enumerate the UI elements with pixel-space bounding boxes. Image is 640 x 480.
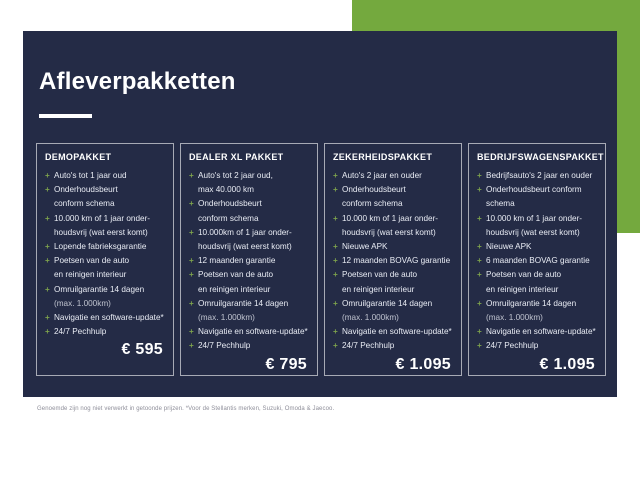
feature-line: (max. 1.000km): [486, 313, 543, 323]
feature-item: [189, 297, 309, 325]
feature-line: 24/7 Pechhulp: [342, 341, 395, 351]
plus-bullet-icon: +: [45, 171, 50, 180]
plus-bullet-icon: +: [333, 270, 338, 280]
feature-line: Lopende fabrieksgarantie: [54, 242, 147, 252]
feature-item: [333, 297, 453, 325]
feature-lines: [54, 325, 165, 339]
plus-bullet-icon: +: [477, 213, 482, 223]
plus-bullet-icon: +: [189, 256, 194, 266]
feature-line: Bedrijfsauto's 2 jaar en ouder: [486, 171, 593, 180]
feature-lines: [486, 240, 597, 254]
plus-bullet-icon: +: [189, 199, 194, 209]
plus-bullet-icon: +: [45, 213, 50, 223]
feature-lines: [54, 311, 165, 325]
feature-line: Auto's 2 jaar en ouder: [342, 171, 422, 180]
plus-bullet-icon: +: [333, 327, 338, 337]
feature-line: houdsvrij (wat eerst komt): [486, 227, 580, 237]
plus-bullet-icon: +: [333, 242, 338, 252]
feature-lines: [486, 254, 597, 268]
feature-lines: [342, 183, 453, 211]
feature-line: conform schema: [54, 199, 115, 209]
feature-line: Omruilgarantie 14 dagen: [198, 298, 289, 308]
plus-bullet-icon: +: [333, 213, 338, 223]
feature-item: [477, 254, 597, 268]
feature-line: en reinigen interieur: [342, 284, 415, 294]
feature-item: [333, 212, 453, 240]
plus-bullet-icon: +: [45, 313, 50, 323]
feature-line: 24/7 Pechhulp: [54, 327, 107, 337]
package-card: [324, 143, 462, 376]
feature-line: Omruilgarantie 14 dagen: [486, 298, 577, 308]
feature-item: [189, 197, 309, 225]
feature-item: [189, 254, 309, 268]
feature-line: houdsvrij (wat eerst komt): [342, 227, 436, 237]
feature-item: [477, 169, 597, 183]
feature-line: 10.000km of 1 jaar onder-: [198, 227, 292, 237]
feature-lines: [342, 339, 453, 353]
feature-line: Omruilgarantie 14 dagen: [342, 298, 433, 308]
package-title: DEALER XL PAKKET: [189, 152, 284, 162]
feature-line: en reinigen interieur: [54, 270, 127, 280]
plus-bullet-icon: +: [45, 185, 50, 195]
package-price: € 1.095: [539, 355, 595, 373]
feature-line: Poetsen van de auto: [486, 270, 562, 280]
feature-line: Navigatie en software-update*: [342, 327, 452, 337]
feature-item: [189, 339, 309, 353]
plus-bullet-icon: +: [45, 284, 50, 294]
plus-bullet-icon: +: [45, 242, 50, 252]
package-title: DEMOPAKKET: [45, 152, 112, 162]
feature-line: en reinigen interieur: [198, 284, 271, 294]
feature-lines: [486, 297, 597, 325]
plus-bullet-icon: +: [189, 171, 194, 180]
package-price: € 1.095: [395, 355, 451, 373]
feature-line: (max. 1.000km): [342, 313, 399, 323]
feature-item: [45, 212, 165, 240]
feature-lines: [342, 268, 453, 296]
feature-line: Nieuwe APK: [342, 242, 388, 252]
page-title: Afleverpakketten: [39, 68, 236, 95]
feature-line: 24/7 Pechhulp: [486, 341, 539, 351]
feature-lines: [342, 254, 453, 268]
package-title: ZEKERHEIDSPAKKET: [333, 152, 433, 162]
plus-bullet-icon: +: [333, 298, 338, 308]
feature-line: (max. 1.000km): [54, 298, 111, 308]
feature-lines: [54, 283, 165, 311]
feature-item: [333, 339, 453, 353]
feature-item: [477, 325, 597, 339]
plus-bullet-icon: +: [477, 185, 482, 195]
feature-line: (max. 1.000km): [198, 313, 255, 323]
feature-item: [477, 212, 597, 240]
feature-lines: [198, 339, 309, 353]
plus-bullet-icon: +: [477, 256, 482, 266]
plus-bullet-icon: +: [45, 256, 50, 266]
footnote-text: Genoemde zijn nog niet verwerkt in getoonde prijzen. *Voor de Stellantis merken, Suzuki, Omoda & Jaecoo.: [37, 406, 335, 412]
feature-line: houdsvrij (wat eerst komt): [198, 242, 292, 252]
feature-lines: [54, 240, 165, 254]
plus-bullet-icon: +: [477, 242, 482, 252]
plus-bullet-icon: +: [189, 341, 194, 351]
title-underline: [39, 114, 92, 118]
plus-bullet-icon: +: [477, 171, 482, 180]
feature-item: [477, 183, 597, 211]
feature-line: max 40.000 km: [198, 185, 254, 195]
feature-item: [477, 240, 597, 254]
feature-line: schema: [486, 199, 515, 209]
feature-line: 10.000 km of 1 jaar onder-: [486, 213, 583, 223]
feature-lines: [54, 169, 165, 183]
feature-item: [45, 325, 165, 339]
feature-lines: [198, 268, 309, 296]
plus-bullet-icon: +: [333, 185, 338, 195]
plus-bullet-icon: +: [477, 327, 482, 337]
feature-lines: [486, 169, 597, 183]
feature-lines: [198, 169, 309, 197]
feature-line: Auto's tot 2 jaar oud,: [198, 171, 273, 180]
feature-item: [189, 268, 309, 296]
feature-item: [45, 254, 165, 282]
feature-lines: [486, 212, 597, 240]
plus-bullet-icon: +: [477, 270, 482, 280]
feature-item: [333, 183, 453, 211]
plus-bullet-icon: +: [333, 171, 338, 180]
plus-bullet-icon: +: [477, 298, 482, 308]
feature-lines: [486, 339, 597, 353]
package-card: [180, 143, 318, 376]
feature-line: en reinigen interieur: [486, 284, 559, 294]
feature-line: Onderhoudsbeurt conform: [486, 185, 582, 195]
plus-bullet-icon: +: [333, 256, 338, 266]
plus-bullet-icon: +: [189, 227, 194, 237]
feature-line: Poetsen van de auto: [54, 256, 130, 266]
feature-item: [333, 268, 453, 296]
feature-lines: [486, 325, 597, 339]
feature-line: conform schema: [342, 199, 403, 209]
feature-lines: [198, 226, 309, 254]
feature-item: [189, 226, 309, 254]
package-title: BEDRIJFSWAGENSPAKKET: [477, 152, 604, 162]
feature-line: Onderhoudsbeurt: [198, 199, 262, 209]
feature-line: Navigatie en software-update*: [198, 327, 308, 337]
feature-item: [45, 283, 165, 311]
feature-item: [333, 169, 453, 183]
feature-item: [45, 311, 165, 325]
feature-item: [189, 325, 309, 339]
feature-lines: [198, 197, 309, 225]
feature-line: Navigatie en software-update*: [54, 313, 164, 323]
plus-bullet-icon: +: [477, 341, 482, 351]
feature-item: [45, 183, 165, 211]
feature-line: 12 maanden garantie: [198, 256, 276, 266]
plus-bullet-icon: +: [189, 298, 194, 308]
feature-lines: [486, 183, 597, 211]
feature-line: 12 maanden BOVAG garantie: [342, 256, 451, 266]
feature-lines: [342, 169, 453, 183]
feature-lines: [54, 254, 165, 282]
feature-lines: [54, 183, 165, 211]
feature-item: [477, 297, 597, 325]
feature-item: [333, 254, 453, 268]
feature-line: Onderhoudsbeurt: [342, 185, 406, 195]
feature-item: [477, 339, 597, 353]
feature-line: 6 maanden BOVAG garantie: [486, 256, 590, 266]
package-card: [468, 143, 606, 376]
feature-item: [477, 268, 597, 296]
feature-lines: [342, 325, 453, 339]
plus-bullet-icon: +: [189, 327, 194, 337]
package-card: [36, 143, 174, 376]
plus-bullet-icon: +: [333, 341, 338, 351]
feature-line: Omruilgarantie 14 dagen: [54, 284, 145, 294]
feature-line: Poetsen van de auto: [198, 270, 274, 280]
feature-line: 10.000 km of 1 jaar onder-: [54, 213, 151, 223]
feature-line: Poetsen van de auto: [342, 270, 418, 280]
plus-bullet-icon: +: [189, 270, 194, 280]
plus-bullet-icon: +: [45, 327, 50, 337]
feature-item: [189, 169, 309, 197]
feature-lines: [342, 240, 453, 254]
package-cards-row: [36, 143, 606, 376]
feature-lines: [198, 297, 309, 325]
feature-line: Onderhoudsbeurt: [54, 185, 118, 195]
slide-panel: [23, 31, 617, 397]
feature-lines: [54, 212, 165, 240]
feature-item: [333, 240, 453, 254]
feature-line: Nieuwe APK: [486, 242, 532, 252]
package-price: € 595: [121, 341, 163, 359]
feature-lines: [486, 268, 597, 296]
feature-line: 10.000 km of 1 jaar onder-: [342, 213, 439, 223]
feature-item: [45, 169, 165, 183]
feature-lines: [342, 297, 453, 325]
feature-line: houdsvrij (wat eerst komt): [54, 227, 148, 237]
feature-line: Auto's tot 1 jaar oud: [54, 171, 127, 180]
feature-line: Navigatie en software-update*: [486, 327, 596, 337]
feature-lines: [198, 254, 309, 268]
feature-lines: [198, 325, 309, 339]
feature-line: conform schema: [198, 213, 259, 223]
package-price: € 795: [265, 355, 307, 373]
feature-line: 24/7 Pechhulp: [198, 341, 251, 351]
feature-item: [333, 325, 453, 339]
feature-item: [45, 240, 165, 254]
feature-lines: [342, 212, 453, 240]
